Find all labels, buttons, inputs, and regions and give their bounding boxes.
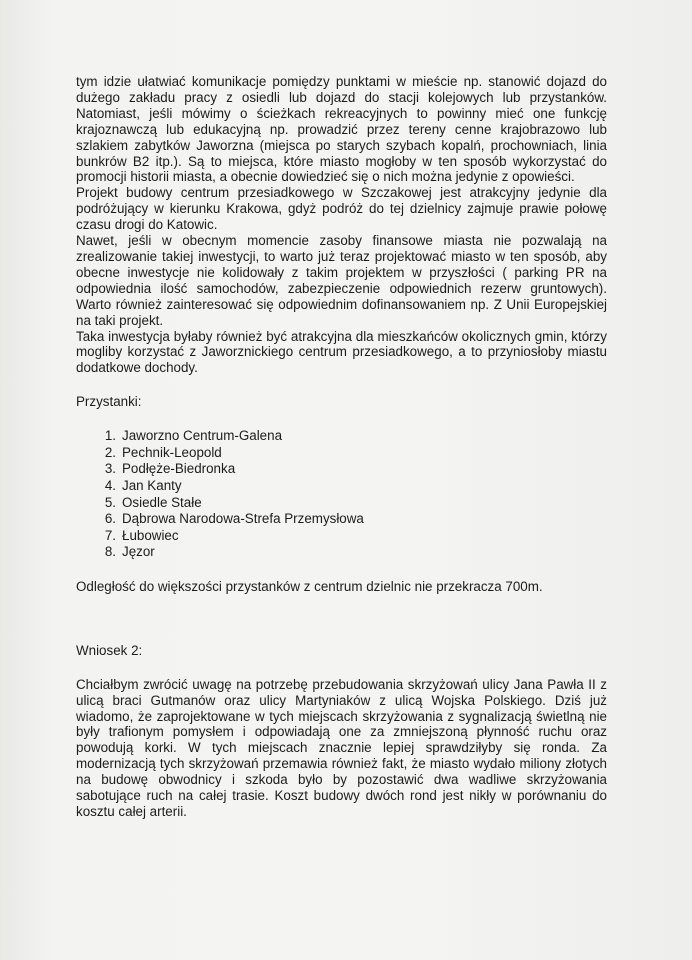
paragraph-communication: tym idzie ułatwiać komunikacje pomiędzy punktami w mieście np. stanowić dojazd do dużego zakładu pracy z osiedli lub dojazd do stacji kolejowych lub przystanków. Natomiast, jeśli mówimy o ścieżkach rekreacyjnych to powinny mieć one funkcję krajoznawczą lub edukacyjną np. prowadzić przez tereny cenne krajobrazowo lub szlakiem zabytków Jaworzna (miejsca po starych szybach kopalń, prochowniach, linia bunkrów B2 itp.). Są to miejsca, które miasto mogłoby w ten sposób wykorzystać do promocji historii miasta, a obecnie dowiedzieć się o nich można jedynie z opowieści. — [76, 74, 607, 185]
distance-note: Odległość do większości przystanków z centrum dzielnic nie przekracza 700m. — [76, 578, 543, 594]
conclusion-paragraph: Chciałbym zwrócić uwagę na potrzebę przebudowania skrzyżowań ulicy Jana Pawła II z ulicą braci Gutmanów oraz ulicy Martyniaków z ulicą Wojska Polskiego. Dziś już wiadomo, że zaprojektowane w tych miejscach skrzyżowania z sygnalizacją świetlną nie były trafionym pomysłem i odpowiadają one za zmniejszoną płynność ruchu oraz powodują korki. W tych miejscach znacznie lepiej sprawdziłyby się ronda. Za modernizacją tych skrzyżowań przemawia również fakt, że miasto wydało miliony złotych na budowę obwodnicy i szkoda było by pozostawić dwa wadliwe skrzyżowania sabotujące ruch na całej trasie. Koszt budowy dwóch rond jest nikły w porównaniu do kosztu całej arterii. — [76, 676, 607, 819]
list-item: 5. Osiedle Stałe — [104, 494, 202, 510]
stops-list — [76, 428, 607, 561]
paragraph-investment-planning: Nawet, jeśli w obecnym momencie zasoby finansowe miasta nie pozwalają na zrealizowanie takiej inwestycji, to warto już teraz projektować miasto w ten sposób, aby obecne inwestycje nie kolidowały z takim projektem w przyszłości ( parking PR na odpowiednia ilość samochodów, zabezpieczenie odpowiednich rezerw gruntowych). Warto również zainteresować się odpowiednim dofinansowaniem np. Z Unii Europejskiej na taki projekt. — [76, 233, 607, 328]
list-item: 4. Jan Kanty — [104, 477, 182, 493]
list-item: 3. Podłęże-Biedronka — [104, 461, 236, 477]
paragraph-szczakowa-project: Projekt budowy centrum przesiadkowego w Szczakowej jest atrakcyjny jedynie dla podróżujący w kierunku Krakowa, gdyż podróż do tej dzielnicy zajmuje prawie połowę czasu drogi do Katowic. — [76, 185, 607, 233]
list-item: 7. Łubowiec — [104, 527, 179, 543]
conclusion-heading: Wniosek 2: — [76, 642, 143, 658]
list-item: 2. Pechnik-Leopold — [104, 444, 222, 460]
list-item: 1. Jaworzno Centrum-Galena — [104, 428, 283, 444]
paragraph-neighboring-gminas: Taka inwestycja byłaby również być atrakcyjna dla mieszkańców okolicznych gmin, którzy mogliby korzystać z Jaworznickiego centrum przesiadkowego, a to przyniosłoby miastu dodatkowe dochody. — [76, 328, 607, 376]
stops-heading: Przystanki: — [76, 394, 142, 410]
document-body — [76, 74, 607, 820]
list-item: 8. Jęzor — [104, 544, 155, 560]
list-item: 6. Dąbrowa Narodowa-Strefa Przemysłowa — [104, 511, 364, 527]
